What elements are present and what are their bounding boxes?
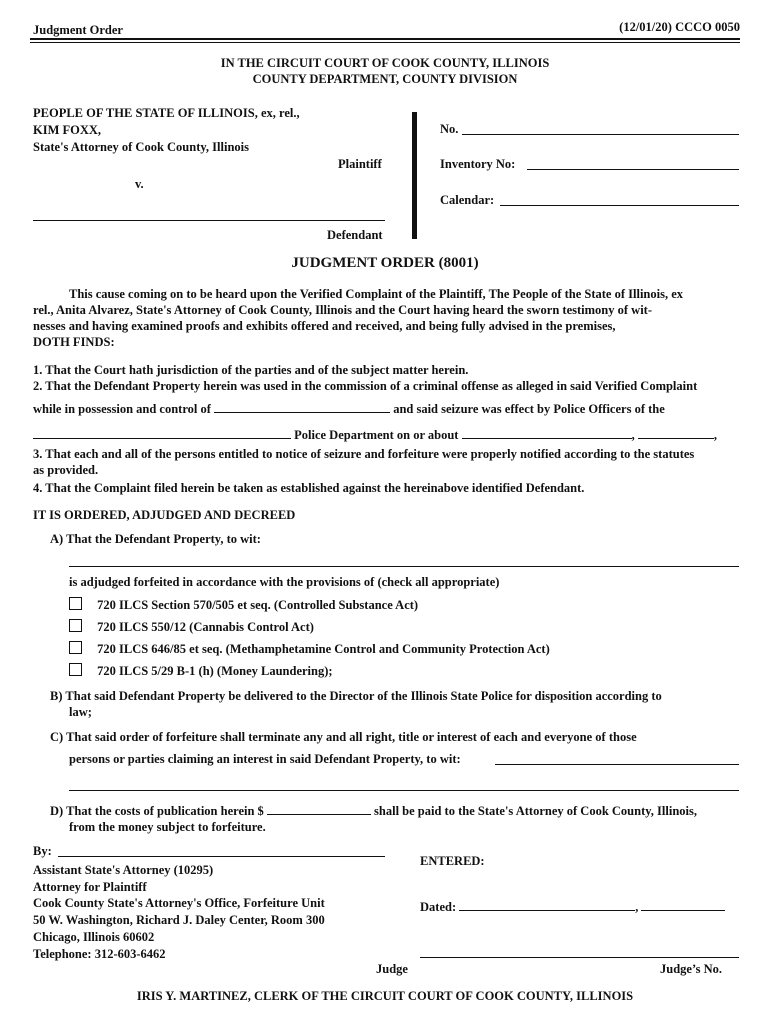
form-name: Judgment Order xyxy=(33,23,123,37)
check-money-laundering: 720 ILCS 5/29 B-1 (h) (Money Laundering); xyxy=(69,663,333,679)
order-c-cont: persons or parties claiming an interest in said Defendant Property, to wit: xyxy=(69,752,461,766)
court-department: COUNTY DEPARTMENT, COUNTY DIVISION xyxy=(252,72,518,86)
plaintiff-name-3: State's Attorney of Cook County, Illinois xyxy=(33,140,249,154)
dated-year-field[interactable] xyxy=(641,898,725,911)
intro-line-1: This cause coming on to be heard upon the Verified Complaint of the Plaintiff, The People of the State of Illinois, ex xyxy=(69,287,684,301)
entered-label: ENTERED: xyxy=(420,854,485,868)
calendar-label: Calendar: xyxy=(440,193,495,207)
finding-2-police: Police Department on or about , , xyxy=(33,426,717,443)
check-controlled-substance: 720 ILCS Section 570/505 et seq. (Controlled Substance Act) xyxy=(69,597,418,613)
document-title: JUDGMENT ORDER (8001) xyxy=(291,255,479,271)
plaintiff-name-1: PEOPLE OF THE STATE OF ILLINOIS, ex, rel., xyxy=(33,106,300,120)
dated-field[interactable] xyxy=(459,898,635,911)
cannabis-checkbox[interactable] xyxy=(69,619,82,632)
methamphetamine-checkbox[interactable] xyxy=(69,641,82,654)
check-cannabis: 720 ILCS 550/12 (Cannabis Control Act) xyxy=(69,619,314,635)
seizure-date-field[interactable] xyxy=(462,426,632,439)
judge-signature-field[interactable] xyxy=(420,957,739,958)
check-methamphetamine: 720 ILCS 646/85 et seq. (Methamphetamine Control and Community Protection Act) xyxy=(69,641,550,657)
attorney-label: Attorney for Plaintiff xyxy=(33,880,147,894)
finding-2-control: while in possession and control of and said seizure was effect by Police Officers of the xyxy=(33,402,665,416)
publication-cost-field[interactable] xyxy=(267,802,371,815)
money-laundering-checkbox[interactable] xyxy=(69,663,82,676)
intro-line-2: rel., Anita Alvarez, State's Attorney of Cook County, Illinois and the Court having heard the sworn testimony of wit- xyxy=(33,303,652,317)
plaintiff-name-2: KIM FOXX, xyxy=(33,123,102,137)
header-rule xyxy=(30,38,740,40)
claimant-field[interactable] xyxy=(495,764,739,765)
controlled-substance-checkbox[interactable] xyxy=(69,597,82,610)
order-a: A) That the Defendant Property, to wit: xyxy=(50,532,261,546)
caption-divider xyxy=(412,112,417,239)
clerk-footer: IRIS Y. MARTINEZ, CLERK OF THE CIRCUIT COURT OF COOK COUNTY, ILLINOIS xyxy=(136,989,634,1003)
intro-line-3: nesses and having examined proofs and exhibits offered and received, and being fully advised in the premises, xyxy=(33,319,616,333)
versus-label: v. xyxy=(135,177,144,191)
order-a-forfeit: is adjudged forfeited in accordance with the provisions of (check all appropriate) xyxy=(69,575,500,589)
judge-label: Judge xyxy=(376,962,408,976)
phone-label: Telephone: 312-603-6462 xyxy=(33,947,166,961)
inventory-no-field[interactable] xyxy=(527,169,739,170)
asa-label: Assistant State's Attorney (10295) xyxy=(33,863,214,877)
finding-3-cont: as provided. xyxy=(33,463,99,477)
inventory-no-label: Inventory No: xyxy=(440,157,516,171)
finding-2: 2. That the Defendant Property herein was used in the commission of a criminal offense as alleged in said Verified Complaint xyxy=(33,379,698,393)
calendar-field[interactable] xyxy=(500,205,739,206)
case-no-field[interactable] xyxy=(462,134,739,135)
finding-4: 4. That the Complaint filed herein be taken as established against the hereinabove identified Defendant. xyxy=(33,481,585,495)
defendant-name-field[interactable] xyxy=(33,220,385,221)
police-department-field[interactable] xyxy=(33,426,291,439)
order-d: D) That the costs of publication herein $ shall be paid to the State's Attorney of Cook County, Illinois, xyxy=(50,804,698,818)
claimant-field-2[interactable] xyxy=(69,790,739,791)
case-no-label: No. xyxy=(440,122,459,136)
plaintiff-label: Plaintiff xyxy=(338,157,382,171)
order-c: C) That said order of forfeiture shall terminate any and all right, title or interest of each and everyone of those xyxy=(50,730,637,744)
asa-signature-field[interactable] xyxy=(58,856,385,857)
order-b-cont: law; xyxy=(69,705,92,719)
by-label: By: xyxy=(33,844,52,858)
seizure-year-field[interactable] xyxy=(638,426,714,439)
judge-no-label: Judge’s No. xyxy=(660,962,723,976)
finding-1: 1. That the Court hath jurisdiction of the parties and of the subject matter herein. xyxy=(33,363,469,377)
defendant-label: Defendant xyxy=(327,228,383,242)
office-label: Cook County State's Attorney's Office, Forfeiture Unit xyxy=(33,896,325,910)
form-number: (12/01/20) CCCO 0050 xyxy=(619,20,740,34)
header-rule-thin xyxy=(30,42,740,43)
order-b: B) That said Defendant Property be delivered to the Director of the Illinois State Police for disposition according to xyxy=(50,689,662,703)
city-label: Chicago, Illinois 60602 xyxy=(33,930,155,944)
possessor-field[interactable] xyxy=(214,400,390,413)
order-heading: IT IS ORDERED, ADJUDGED AND DECREED xyxy=(33,508,296,522)
dated-label: Dated: , xyxy=(420,898,725,915)
order-d-cont: from the money subject to forfeiture. xyxy=(69,820,266,834)
court-name: IN THE CIRCUIT COURT OF COOK COUNTY, ILLINOIS xyxy=(220,56,550,70)
defendant-property-field[interactable] xyxy=(69,566,739,567)
address-label: 50 W. Washington, Richard J. Daley Center, Room 300 xyxy=(33,913,325,927)
doth-finds: DOTH FINDS: xyxy=(33,335,115,349)
finding-3: 3. That each and all of the persons entitled to notice of seizure and forfeiture were properly notified according to the statutes xyxy=(33,447,695,461)
